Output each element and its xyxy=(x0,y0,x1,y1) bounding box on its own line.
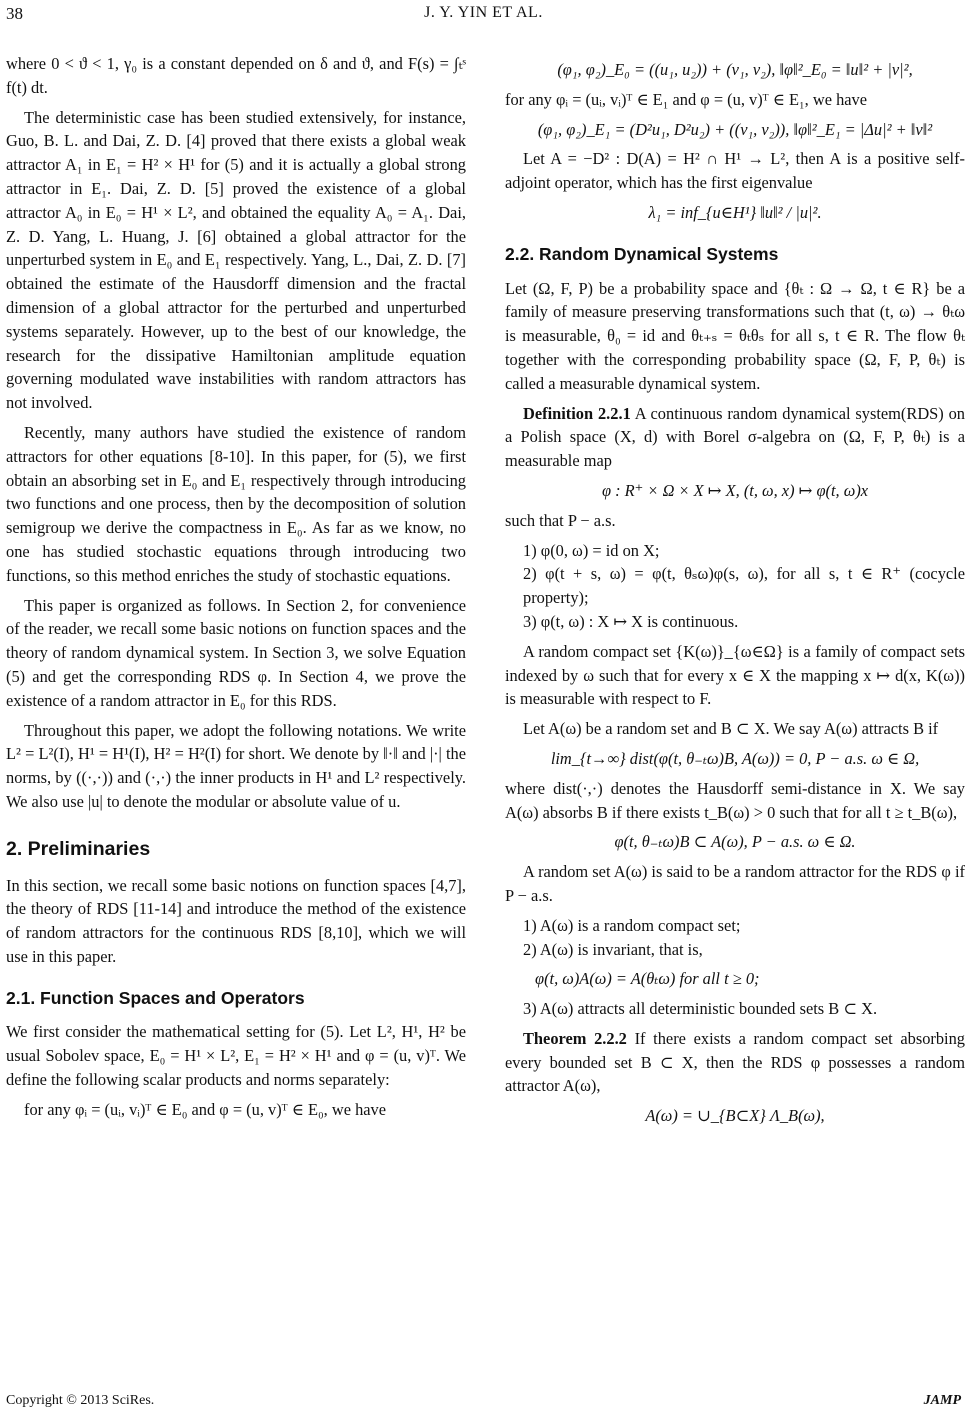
definition-text: A continuous random dynamical system(RDS) on a Polish space (X, d) with Borel σ-algebra on (Ω, F, P, θₜ) is a measurable map xyxy=(505,403,965,471)
paragraph-random-attractor: A random set A(ω) is said to be a random attractor for the RDS φ if P − a.s. xyxy=(505,862,965,905)
paragraph-scalar-products: for any φᵢ = (uᵢ, vᵢ)ᵀ ∈ E₀ and φ = (u, v)ᵀ ∈ E₀, we have xyxy=(24,1099,387,1119)
paragraph-random-compact-set: A random compact set {K(ω)}_{ω∈Ω} is a family of compact sets indexed by ω such that for every x ∈ X the mapping x ↦ d(x, K(ω)) is measurable with respect to F. xyxy=(505,641,965,709)
paragraph-preliminaries-intro: In this section, we recall some basic notions on function spaces [4,7], the theory of RDS [11-14] and introduce the method of the existence of random attractors for the continuous RDS [8,10], which we will use in this paper. xyxy=(6,875,466,966)
equation-rds-map: φ : R⁺ × Ω × X ↦ X, (t, ω, x) ↦ φ(t, ω)x xyxy=(601,480,869,500)
definition-2-2-1 xyxy=(505,402,965,473)
theorem-text: If there exists a random compact set absorbing every bounded set B ⊂ X, then the RDS φ possesses a random attractor A(ω), xyxy=(505,1028,966,1096)
subsection-title-rds: 2.2. Random Dynamical Systems xyxy=(505,243,779,264)
paragraph-such-that: such that P − a.s. xyxy=(505,510,616,530)
theorem-2-2-2 xyxy=(505,1027,965,1098)
paragraph-operator-a: Let A = −D² : D(A) = H² ∩ H¹ → L², then A is a positive self-adjoint operator, which has the first eigenvalue xyxy=(505,149,965,193)
paragraph-math-setting: We first consider the mathematical setting for (5). Let L², H¹, H² be usual Sobolev space, E₀ = H¹ × L², E₁ = H² × H¹ and φ = (u, v)ᵀ. We define the following scalar products and norms separately: xyxy=(6,1022,466,1090)
list-item-3: 3) φ(t, ω) : X ↦ X is continuous. xyxy=(523,611,739,631)
footer-journal: JAMP xyxy=(923,1393,961,1408)
equation-attraction-limit: lim_{t→∞} dist(φ(t, θ₋ₜω)B, A(ω)) = 0, P − a.s. ω ∈ Ω, xyxy=(550,748,920,768)
page-number: 38 xyxy=(6,4,23,23)
paragraph-e1-intro: for any φᵢ = (uᵢ, vᵢ)ᵀ ∈ E₁ and φ = (u, v)ᵀ ∈ E₁, we have xyxy=(505,89,868,109)
running-head: J. Y. YIN ET AL. xyxy=(424,4,543,21)
list-item-5: 2) A(ω) is invariant, that is, xyxy=(523,939,703,959)
equation-e0-norm: (φ₁, φ₂)_E₀ = ((u₁, u₂)) + (v₁, v₂), ‖φ‖²_E₀ = ‖u‖² + |v|², xyxy=(557,60,913,79)
equation-e1-norm: (φ₁, φ₂)_E₁ = (D²u₁, D²u₂) + ((v₁, v₂)), ‖φ‖²_E₁ = |Δu|² + ‖v‖² xyxy=(537,119,933,139)
paragraph-attracts: Let A(ω) be a random set and B ⊂ X. We say A(ω) attracts B if xyxy=(523,719,939,739)
equation-eigenvalue: λ₁ = inf_{u∈H¹} ‖u‖² / |u|². xyxy=(648,202,822,222)
left-column xyxy=(6,52,466,1128)
equation-invariance: φ(t, ω)A(ω) = A(θₜω) for all t ≥ 0; xyxy=(535,969,760,989)
section-title-preliminaries: 2. Preliminaries xyxy=(6,837,151,860)
subsection-title-function-spaces: 2.1. Function Spaces and Operators xyxy=(6,987,305,1008)
paragraph-hausdorff: where dist(·,·) denotes the Hausdorff semi-distance in X. We say A(ω) absorbs B if there exists t_B(ω) > 0 such that for all t ≥ t_B(ω), xyxy=(505,778,965,822)
equation-attractor-union: A(ω) = ∪_{B⊂X} Λ_B(ω), xyxy=(645,1106,825,1126)
equation-absorbs: φ(t, θ₋ₜω)B ⊂ A(ω), P − a.s. ω ∈ Ω. xyxy=(614,832,856,852)
list-item-1: 1) φ(0, ω) = id on X; xyxy=(523,540,660,560)
list-item-2: 2) φ(t + s, ω) = φ(t, θₛω)φ(s, ω), for all s, t ∈ R⁺ (cocycle property); xyxy=(523,564,965,608)
right-column xyxy=(505,52,965,1134)
list-item-6: 3) A(ω) attracts all deterministic bounded sets B ⊂ X. xyxy=(523,999,878,1019)
paragraph-organization: This paper is organized as follows. In Section 2, for convenience of the reader, we recall some basic notions on function spaces and the theory of random dynamical system. In Section 3, we solve Equation (5) and get the corresponding RDS φ. In Section 4, we prove the existence of a random attractor in E₀ for this RDS. xyxy=(6,595,466,710)
definition-label: Definition 2.2.1 xyxy=(523,403,631,423)
intro-fragment: where 0 < ϑ < 1, γ₀ is a constant depended on δ and ϑ, and F(s) = ∫ₜˢ f(t) dt. xyxy=(6,54,466,97)
paragraph-notation: Throughout this paper, we adopt the following notations. We write L² = L²(I), H¹ = H¹(I), H² = H²(I) for short. We denote by ‖·‖ and |·| the norms, by ((·,·)) and (·,·) the inner products in H¹ and L² respectively. We also use |u| to denote the modular or absolute value of u. xyxy=(6,720,466,811)
paragraph-recent-work: Recently, many authors have studied the existence of random attractors for other equations [8-10]. In this paper, for (5), we first obtain an absorbing set in E₀ and E₁ respectively through introducing two functions and one process, then by the decomposition of solution semigroup we derive the compactness in E₀. As far as we know, no one has studied stochastic equations through introducing two functions, so this method enriches the study of stochastic equations. xyxy=(6,422,466,585)
footer-copyright: Copyright © 2013 SciRes. xyxy=(6,1393,155,1408)
theorem-label: Theorem 2.2.2 xyxy=(523,1028,627,1048)
paragraph-deterministic-case: The deterministic case has been studied extensively, for instance, Guo, B. L. and Dai, Z. D. [4] proved that there exists a global weak attractor A₁ in E₁ = H² × H¹ for (5) and it is actually a global strong attractor in E₁. Dai, Z. D. [5] proved the existence of a global attractor A₀ in E₀ = H¹ × L², and obtained the equality A₀ = A₁. Dai, Z. D. Yang, L. Huang, J. [6] obtained a global attractor for the unperturbed system in E₀ and E₁ respectively. Yang, L., Dai, Z. D. [7] obtained the estimate of the Hausdorff dimension and the fractal dimension of a global attractor for the perturbed and unperturbed systems separately. However, up to the best of our knowledge, the research for the dissipative Hamiltonian amplitude equation governing modulated wave instabilities with random attractors has not involved. xyxy=(6,107,466,413)
list-item-4: 1) A(ω) is a random compact set; xyxy=(523,915,741,935)
paragraph-probability-space: Let (Ω, F, P) be a probability space and {θₜ : Ω → Ω, t ∈ R} be a family of measure preserving transformations such that (t, ω) → θₜω is measurable, θ₀ = id and θₜ₊ₛ = θₜθₛ for all s, t ∈ R. The flow θₜ together with the corresponding probability space (Ω, F, P, θₜ) is called a measurable dynamical system. xyxy=(505,278,965,393)
